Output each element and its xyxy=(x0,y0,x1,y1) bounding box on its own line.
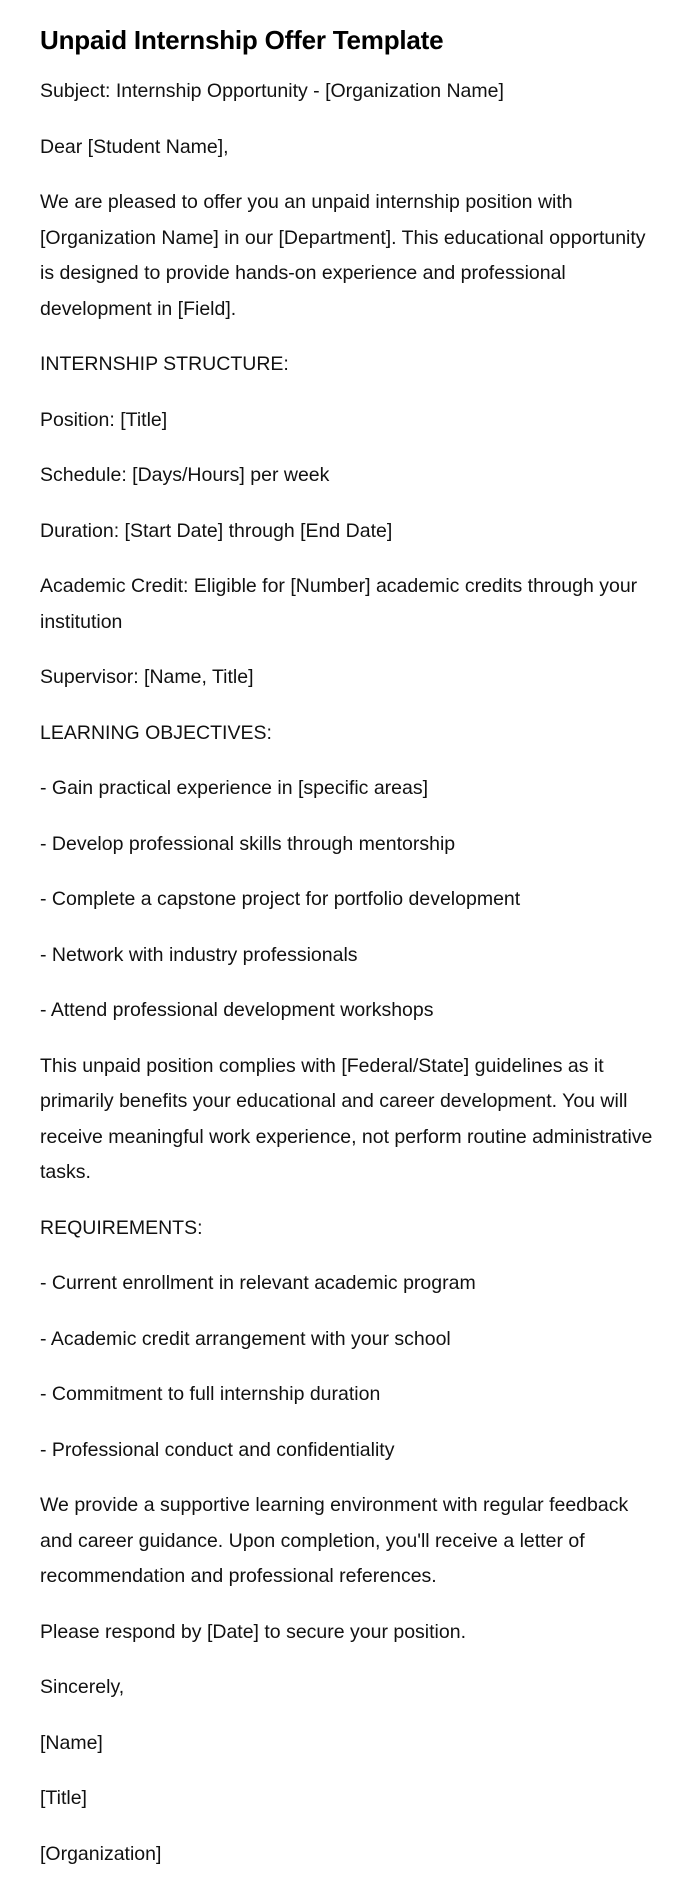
objective-item: - Network with industry professionals xyxy=(40,943,358,966)
structure-position: Position: [Title] xyxy=(40,408,168,431)
objective-item: - Develop professional skills through mentorship xyxy=(40,832,456,855)
compliance-paragraph: This unpaid position complies with [Federal/State] guidelines as it primarily benefits your educational and career development. You will receive meaningful work experience, not perform routine administrative tasks. xyxy=(40,1054,653,1183)
objective-item: - Attend professional development workshops xyxy=(40,999,434,1021)
structure-supervisor: Supervisor: [Name, Title] xyxy=(40,666,254,688)
structure-academic-credit: Academic Credit: Eligible for [Number] academic credits through your institution xyxy=(40,575,638,633)
requirement-item: - Commitment to full internship duration xyxy=(40,1383,381,1405)
response-request: Please respond by [Date] to secure your position. xyxy=(40,1620,466,1643)
signature-organization: [Organization] xyxy=(40,1842,162,1865)
signature-title: [Title] xyxy=(40,1787,87,1809)
closing: Sincerely, xyxy=(40,1676,125,1698)
support-paragraph: We provide a supportive learning environment with regular feedback and career guidance. Upon completion, you'll receive a letter of recommendation and professional references. xyxy=(40,1494,629,1587)
document-title: Unpaid Internship Offer Template xyxy=(40,25,444,55)
subject-line: Subject: Internship Opportunity - [Organization Name] xyxy=(40,80,504,102)
objective-item: - Complete a capstone project for portfolio development xyxy=(40,888,521,910)
signature-name: [Name] xyxy=(40,1731,103,1754)
structure-duration: Duration: [Start Date] through [End Date] xyxy=(40,519,393,542)
salutation: Dear [Student Name], xyxy=(40,135,229,158)
requirement-item: - Academic credit arrangement with your school xyxy=(40,1327,451,1350)
section-heading-objectives: LEARNING OBJECTIVES: xyxy=(40,721,272,744)
objective-item: - Gain practical experience in [specific areas] xyxy=(40,777,429,799)
section-heading-structure: INTERNSHIP STRUCTURE: xyxy=(40,353,289,375)
structure-schedule: Schedule: [Days/Hours] per week xyxy=(40,464,330,486)
section-heading-requirements: REQUIREMENTS: xyxy=(40,1216,203,1239)
requirement-item: - Professional conduct and confidentiality xyxy=(40,1438,395,1461)
document-body xyxy=(40,74,660,1872)
intro-paragraph: We are pleased to offer you an unpaid internship position with [Organization Name] in our [Department]. This educational opportunity is designed to provide hands-on experience and professional development in [Field]. xyxy=(40,191,646,320)
requirement-item: - Current enrollment in relevant academic program xyxy=(40,1272,476,1294)
